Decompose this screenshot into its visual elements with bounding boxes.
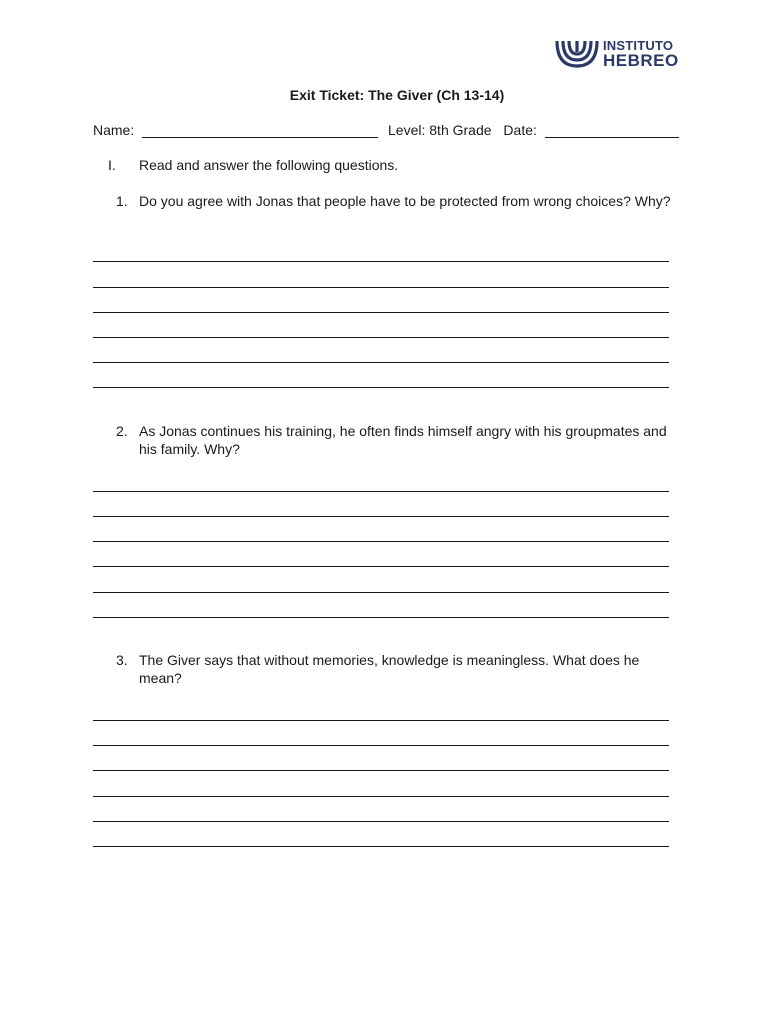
logo-text-top: INSTITUTO <box>603 38 674 53</box>
name-label: Name: <box>93 122 135 138</box>
question-2 <box>116 422 676 458</box>
date-blank[interactable] <box>545 123 679 138</box>
question-text: The Giver says that without memories, knowledge is meaningless. What does he mean? <box>139 652 640 686</box>
answer-line[interactable] <box>93 387 669 388</box>
page-title: Exit Ticket: The Giver (Ch 13-14) <box>289 87 505 103</box>
date-label: Date: <box>503 122 537 138</box>
answer-line[interactable] <box>93 592 669 593</box>
logo-text-bottom: HEBREO <box>603 51 679 70</box>
section-instruction: Read and answer the following questions. <box>139 157 399 173</box>
answer-line[interactable] <box>93 770 669 771</box>
question-number: 3. <box>116 652 128 668</box>
question-text: As Jonas continues his training, he often finds himself angry with his groupmates and his family. Why? <box>139 423 667 457</box>
answer-line[interactable] <box>93 720 669 721</box>
question-number: 2. <box>116 423 128 439</box>
section-numeral: I. <box>108 157 116 173</box>
name-blank[interactable] <box>142 123 378 138</box>
answer-line[interactable] <box>93 796 669 797</box>
answer-line[interactable] <box>93 491 669 492</box>
answer-line[interactable] <box>93 337 669 338</box>
answer-line[interactable] <box>93 566 669 567</box>
answer-line[interactable] <box>93 745 669 746</box>
answer-line[interactable] <box>93 541 669 542</box>
answer-line[interactable] <box>93 846 669 847</box>
answer-line[interactable] <box>93 287 669 288</box>
answer-line[interactable] <box>93 261 669 262</box>
student-info-line <box>93 122 679 138</box>
logo-wordmark <box>603 39 679 69</box>
question-3 <box>116 651 676 687</box>
school-logo <box>554 38 679 70</box>
answer-line[interactable] <box>93 312 669 313</box>
question-number: 1. <box>116 193 128 209</box>
answer-line[interactable] <box>93 516 669 517</box>
level-label: Level: 8th Grade <box>388 122 492 138</box>
answer-line[interactable] <box>93 821 669 822</box>
answer-line[interactable] <box>93 362 669 363</box>
answer-line[interactable] <box>93 617 669 618</box>
section-heading <box>108 157 398 173</box>
question-1 <box>116 192 676 210</box>
question-text: Do you agree with Jonas that people have to be protected from wrong choices? Why? <box>139 193 671 209</box>
menorah-icon <box>554 38 600 70</box>
